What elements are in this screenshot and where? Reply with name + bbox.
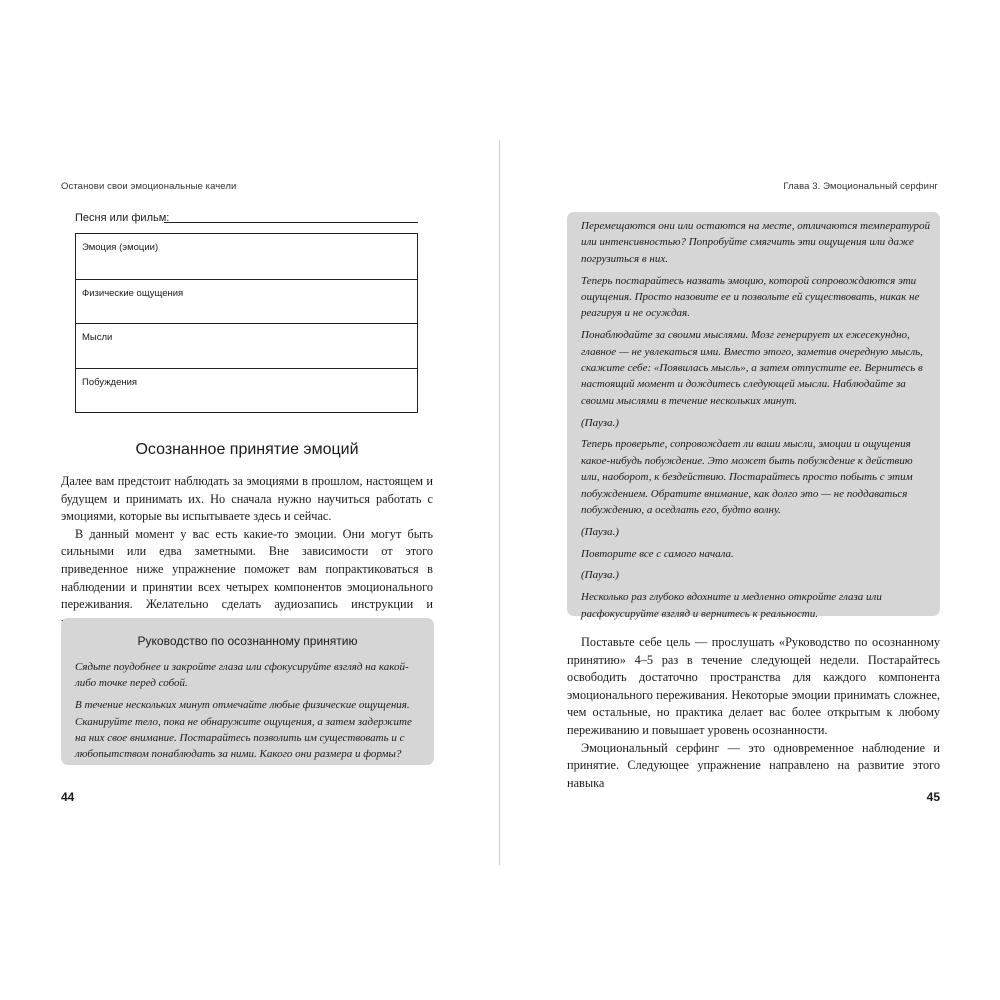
box-paragraph: (Пауза.) [581,569,619,582]
form-fill-line [164,222,418,223]
box-paragraph: (Пауза.) [581,416,619,429]
form-title: Песня или фильм: [75,212,170,224]
exercise-box-text-left [75,659,425,768]
page-number-left: 44 [61,790,75,804]
form-row-urges [76,368,417,413]
emotion-form-table [75,233,418,413]
running-head-left: Останови свои эмоциональные качели [61,181,237,192]
form-row-label: Эмоция (эмоции) [82,242,159,253]
box-paragraph: Сядьте поудобнее и закройте глаза или сфокусируйте взгляд на какой-либо точке перед собой. [75,661,409,690]
paragraph: Далее вам предстоит наблюдать за эмоциями в прошлом, настоящем и будущем и принимать их. Но сначала нужно научиться работать с эмоциями, которые вы испытываете здесь и сейчас. [61,474,433,524]
box-paragraph: Перемещаются они или остаются на месте, отличаются температурой или интенсивностью? Попробуйте смягчить эти ощущения или даже погрузиться в них. [581,220,930,265]
paragraph: В данный момент у вас есть какие-то эмоции. Они могут быть сильными или едва заметными. Вне зависимости от этого приведенное ниже упражнение поможет вам попрактиковаться в наблюдении и принятии всех четырех компонентов эмоционального переживания. Желательно сделать аудиозапись инструкции и [61,526,433,612]
box-paragraph: Теперь постарайтесь назвать эмоцию, которой сопровождаются эти ощущения. Просто назовите ее и позвольте ей существовать, никак не реагируя и не осуждая. [581,274,920,320]
box-paragraph: Понаблюдайте за своими мыслями. Мозг генерирует их ежесекундно, главное — не увлекаться ими. Вместо этого, заметив очередную мысль, скажите себе: «Появилась мысль», а затем отпустите ее. Вернитесь в настоящий момент и дождитесь следующей мысли. Наблюдайте за своими мыслями в течение нескольких минут. [581,329,923,407]
form-row-label: Побуждения [82,376,138,388]
form-row-thoughts [76,323,417,368]
form-row-label: Мысли [82,332,113,343]
box-paragraph: Несколько раз глубоко вдохните и медленно откройте глаза или расфокусируйте взгляд и вернитесь к реальности. [581,591,882,620]
paragraph: Поставьте себе цель — прослушать «Руководство по осознанному принятию» 4–5 раз в течение следующей недели. Постарайтесь освободить достаточно пространства для каждого компонента эмоционального переживания. Некоторые эмоции принимать сложнее, чем остальные, но практика делает вас более открытым к любому переживанию и повышает уровень осознанности. [567,635,940,737]
exercise-box-text-right [581,218,931,627]
left-body-text [61,473,433,631]
running-head-right: Глава 3. Эмоциональный серфинг [783,181,938,192]
box-paragraph: Теперь проверьте, сопровождает ли ваши мысли, эмоции и ощущения какое-нибудь побуждение. Это может быть побуждение к действию или, наоборот, к бездействию. Постарайтесь просто побыть с этим побуждением. Обратите внимание, как долго это — не поддаваться побуждению, а оседлать его, будто волну. [581,438,913,517]
form-row-label: Физические ощущения [82,287,184,299]
paragraph: Эмоциональный серфинг — это одновременное наблюдение и принятие. Следующее упражнение направлено на развитие этого навыка [567,740,940,790]
form-row-sensations [76,279,417,324]
right-body-text [567,634,940,792]
form-row-emotion [76,234,417,279]
box-paragraph: (Пауза.) [581,525,619,538]
box-paragraph: В течение нескольких минут отмечайте любые физические ощущения. Сканируйте тело, пока не обнаружите ощущения, а затем задержите на них свое внимание. Постарайтесь позволить им существовать и с любопытством понаблюдать за ними. Какого они размера и формы? [75,699,412,761]
section-title: Осознанное принятие эмоций [135,441,359,458]
exercise-box-title: Руководство по осознанному принятию [137,634,358,648]
page-number-right: 45 [926,790,940,804]
box-paragraph: Повторите все с самого начала. [581,547,734,560]
